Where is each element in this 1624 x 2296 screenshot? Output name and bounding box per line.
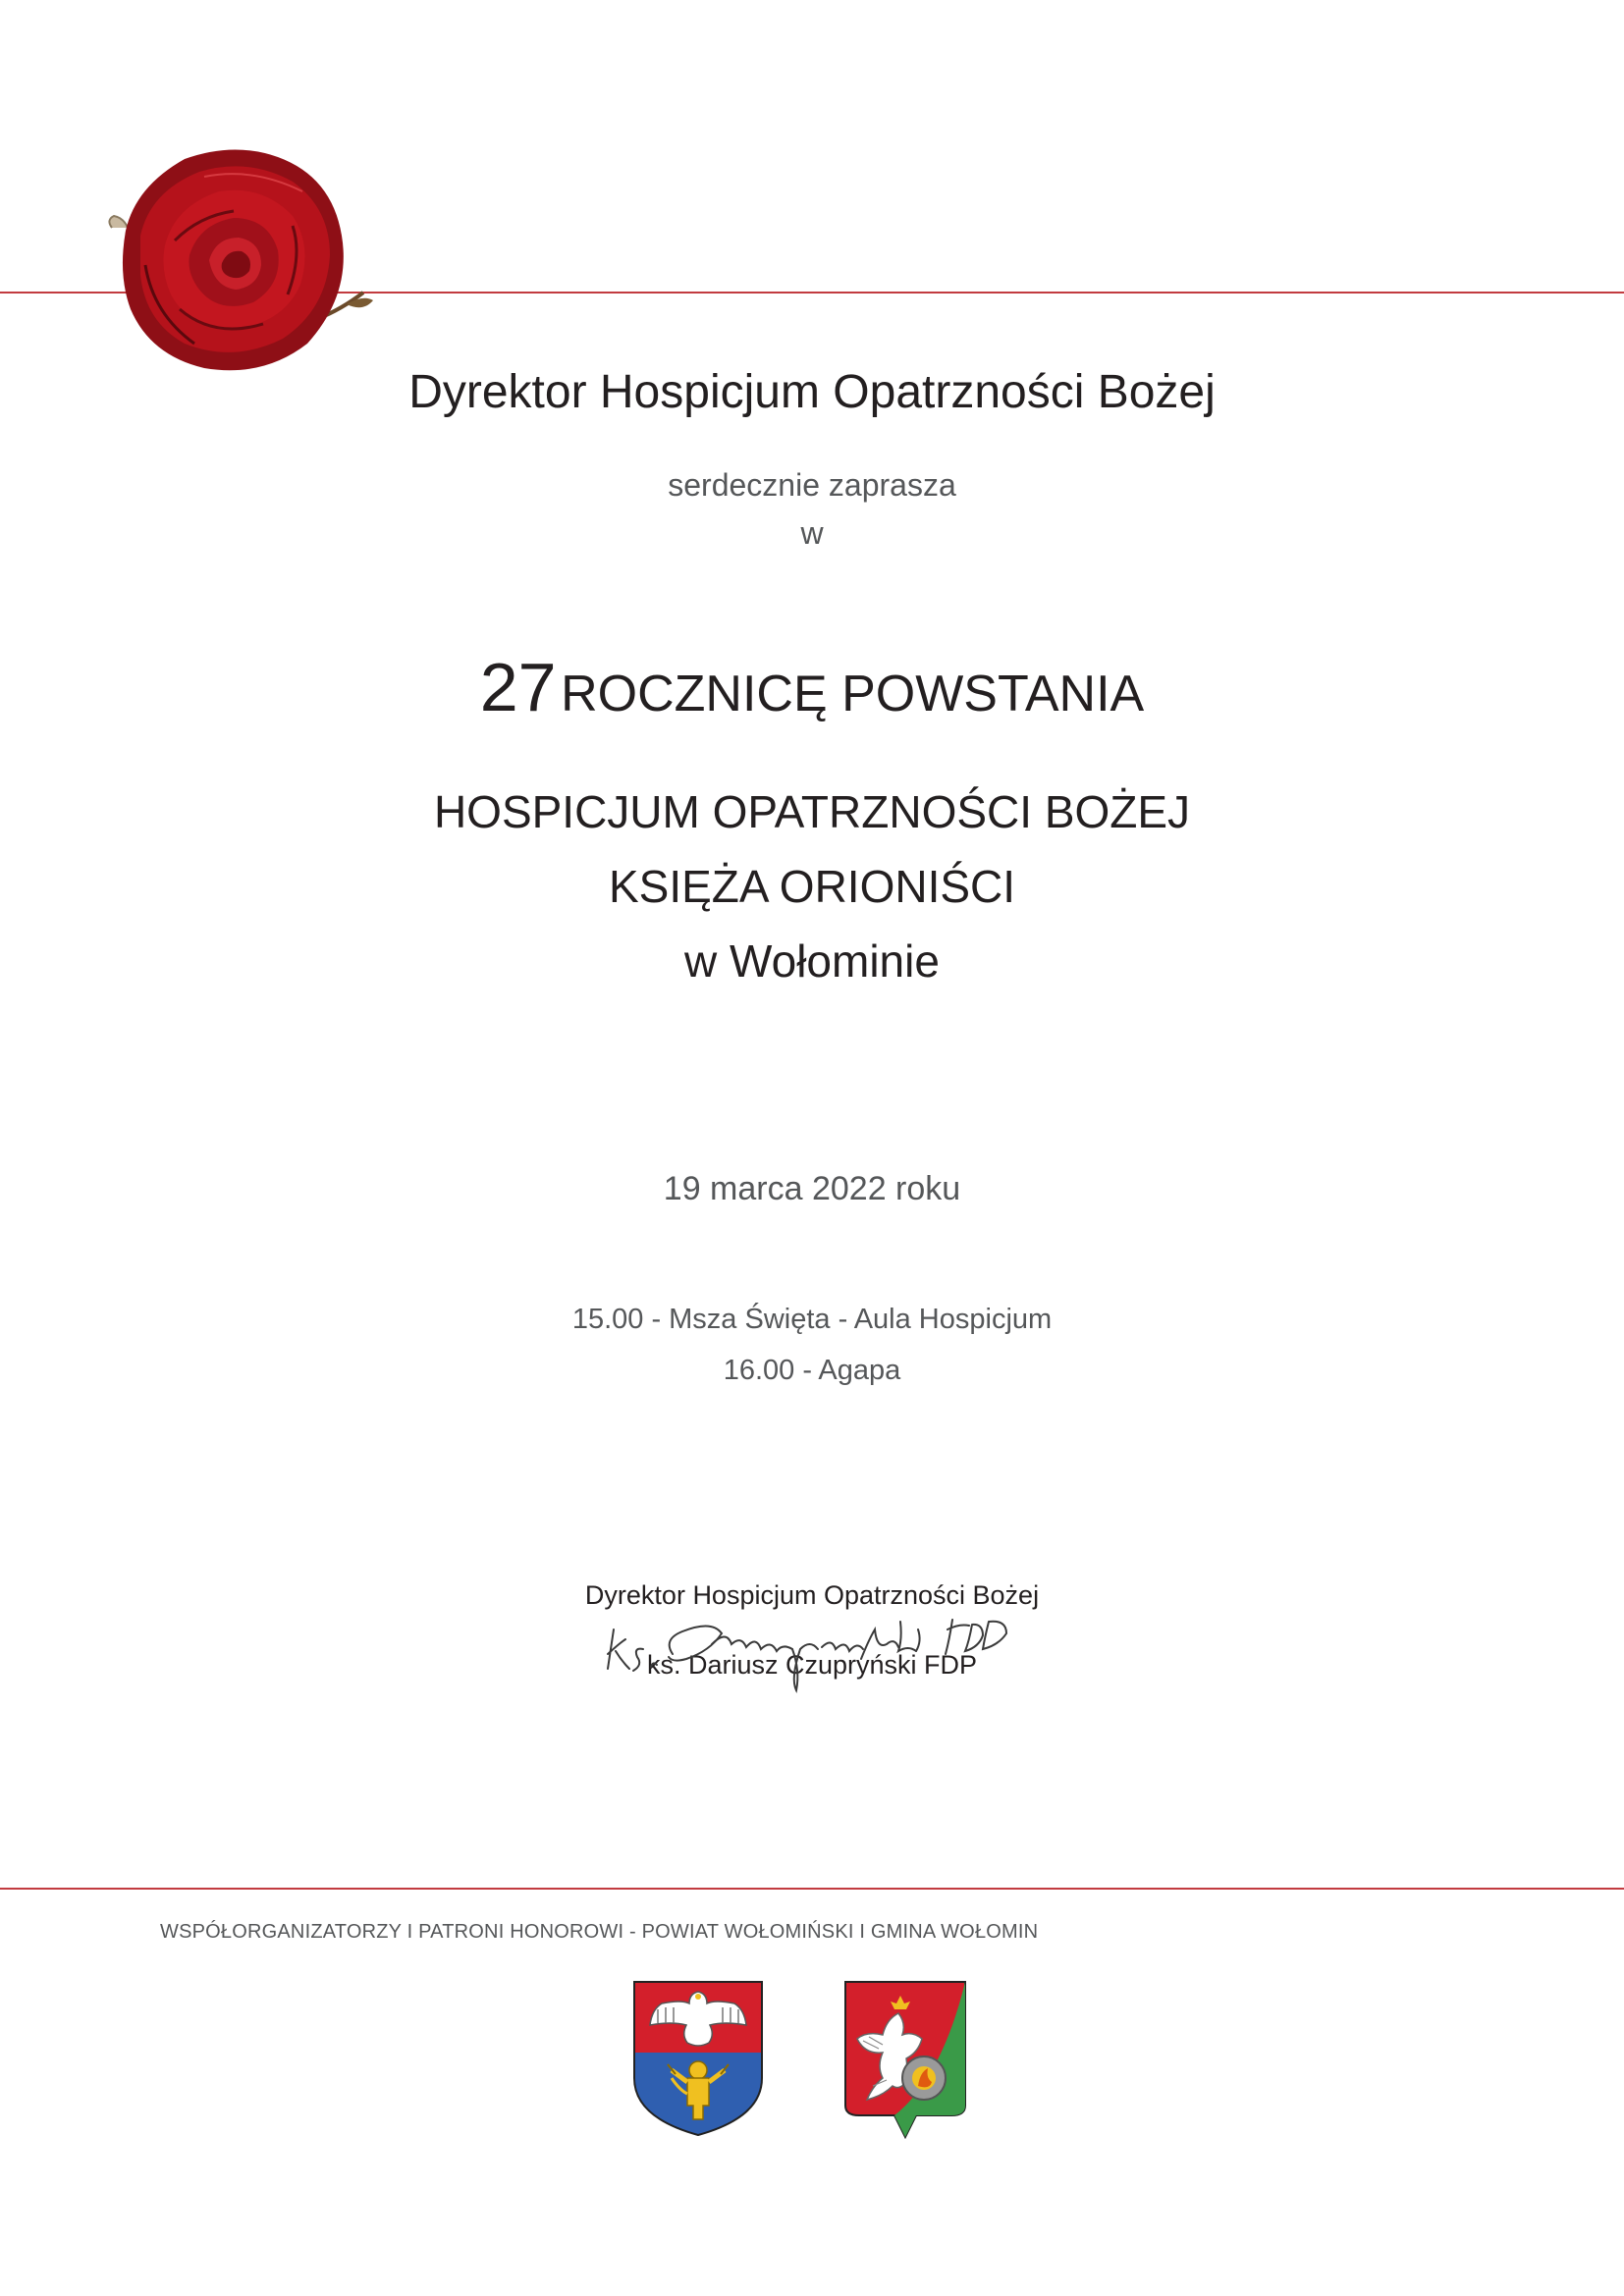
- invites-text: serdecznie zaprasza: [668, 467, 956, 503]
- schedule-item-1: 15.00 - Msza Święta - Aula Hospicjum: [571, 1304, 1053, 1335]
- in-word: w: [800, 515, 824, 551]
- gmina-wolomin-crest: [843, 1980, 967, 2139]
- organization-line-1: HOSPICJUM OPATRZNOŚCI BOŻEJ: [433, 786, 1191, 837]
- organization-line-2: KSIĘŻA ORIONIŚCI: [608, 861, 1016, 912]
- anniversary-number: 27: [479, 649, 557, 725]
- signature-title: Dyrektor Hospicjum Opatrzności Bożej: [584, 1580, 1040, 1610]
- rose-image: [106, 147, 393, 375]
- event-date: 19 marca 2022 roku: [663, 1170, 961, 1207]
- bottom-divider: [0, 1888, 1624, 1890]
- anniversary-text: ROCZNICĘ POWSTANIA: [561, 666, 1145, 722]
- schedule-item-2: 16.00 - Agapa: [723, 1355, 901, 1386]
- footer-text: WSPÓŁORGANIZATORZY I PATRONI HONOROWI - POWIAT WOŁOMIŃSKI I GMINA WOŁOMIN: [160, 1921, 1039, 1943]
- header-title: Dyrektor Hospicjum Opatrzności Bożej: [408, 366, 1216, 418]
- signature-name: ks. Dariusz Czupryński FDP: [646, 1650, 978, 1680]
- handwritten-signature: [604, 1600, 1026, 1698]
- organization-line-3: w Wołominie: [684, 935, 940, 987]
- anniversary-title: [0, 648, 1624, 726]
- powiat-wolominski-crest: [632, 1980, 764, 2137]
